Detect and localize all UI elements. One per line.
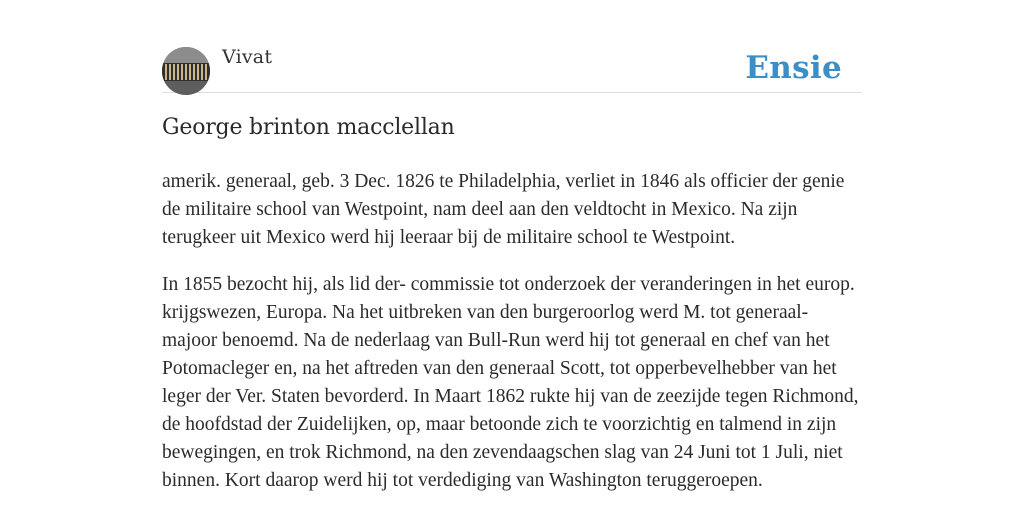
author-avatar[interactable] [162,47,210,95]
article-paragraph: amerik. generaal, geb. 3 Dec. 1826 te Philadelphia, verliet in 1846 als officier der genie de militaire school van Westpoint, nam deel aan den veldtocht in Mexico. Na zijn terugkeer uit Mexico werd hij leeraar bij de militaire school te Westpoint. [162,171,845,248]
header [162,40,862,93]
bookshelf-avatar-icon [162,47,210,95]
article-body [162,168,862,514]
article-title: George brinton macclellan [162,115,455,140]
article-paragraph: In 1855 bezocht hij, als lid der- commissie tot onderzoek der veranderingen in het europ. krijgswezen, Europa. Na het uitbreken van den burgeroorlog werd M. tot generaal-majoor benoemd. Na de nederlaag van Bull-Run werd hij tot generaal en chef van het Potomacleger en, na het aftreden van den generaal Scott, tot opperbevelhebber van het leger der Ver. Staten bevorderd. In Maart 1862 rukte hij van de zeezijde tegen Richmond, de hoofdstad der Zuidelijken, op, maar betoonde zich te voorzichtig en talmend in zijn bewegingen, en trok Richmond, na den zevendaagschen slag van 24 Juni tot 1 Juli, niet binnen. Kort daarop werd hij tot verdediging van Washington teruggeroepen. [162,274,859,491]
page [162,0,862,512]
author-name[interactable]: Vivat [222,46,273,68]
site-logo[interactable]: Ensie [745,50,842,86]
